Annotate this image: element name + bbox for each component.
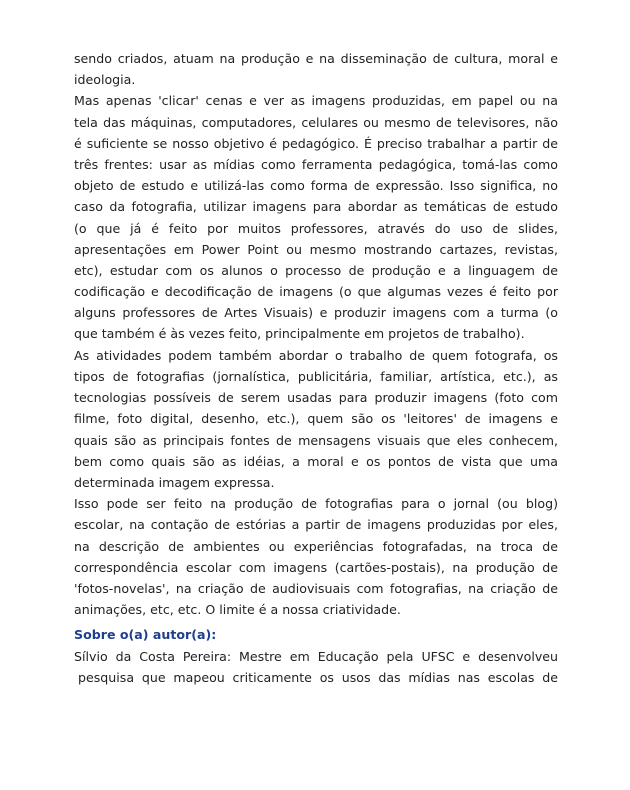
text-line: na descrição de ambientes ou experiências fotografadas, na troca de (74, 538, 558, 554)
text-line: tipos de fotografias (jornalística, publicitária, familiar, artística, etc.), as (74, 368, 558, 384)
text-line: Isso pode ser feito na produção de fotografias para o jornal (ou blog) (74, 496, 558, 512)
text-line: objeto de estudo e utilizá-las como forma de expressão. Isso significa, no (74, 178, 558, 194)
text-line: caso da fotografia, utilizar imagens para abordar as temáticas de estudo (74, 199, 558, 215)
text-line: quais são as principais fontes de mensagens visuais que eles conhecem, (74, 432, 558, 448)
text-line: bem como quais são as idéias, a moral e os pontos de vista que uma (74, 453, 558, 469)
paragraph-4 (74, 493, 558, 620)
text-line: que também é às vezes feito, principalmente em projetos de trabalho). (74, 326, 525, 342)
text-line: (o que já é feito por muitos professores, através do uso de slides, (74, 220, 558, 236)
text-line: escolar, na contação de estórias a partir de imagens produzidas por eles, (74, 517, 558, 533)
text-line: ideologia. (74, 72, 136, 88)
text-line: tela das máquinas, computadores, celulares ou mesmo de televisores, não (74, 114, 558, 130)
paragraph-3 (74, 345, 558, 493)
author-heading: Sobre o(a) autor(a): (74, 627, 217, 642)
text-line: pesquisa que mapeou criticamente os usos das mídias nas escolas de (78, 670, 558, 686)
text-line: Sílvio da Costa Pereira: Mestre em Educação pela UFSC e desenvolveu (74, 649, 558, 664)
text-line: As atividades podem também abordar o trabalho de quem fotografa, os (74, 347, 558, 363)
paragraph-2 (74, 90, 558, 344)
paragraph-1 (74, 48, 558, 90)
text-line: correspondência escolar com imagens (cartões-postais), na produção de (74, 559, 558, 575)
text-line: etc), estudar com os alunos o processo de produção e a linguagem de (74, 262, 558, 278)
text-line: animações, etc, etc. O limite é a nossa criatividade. (74, 602, 401, 618)
text-line: determinada imagem expressa. (74, 474, 275, 490)
text-line: alguns professores de Artes Visuais) e produzir imagens com a turma (o (74, 305, 558, 321)
text-line: filme, foto digital, desenho, etc.), quem são os 'leitores' de imagens e (74, 411, 558, 427)
author-bio (74, 646, 558, 688)
text-line: tecnologias possíveis de serem usadas para produzir imagens (foto com (74, 390, 558, 406)
text-line: Mas apenas 'clicar' cenas e ver as imagens produzidas, em papel ou na (74, 93, 558, 109)
text-line: sendo criados, atuam na produção e na disseminação de cultura, moral e (74, 51, 558, 66)
text-line: codificação e decodificação de imagens (o que algumas vezes é feito por (74, 284, 558, 300)
text-line: apresentações em Power Point ou mesmo mostrando cartazes, revistas, (74, 241, 558, 257)
text-line: é suficiente se nosso objetivo é pedagógico. É preciso trabalhar a partir de (74, 135, 558, 151)
text-line: 'fotos-novelas', na criação de audiovisuais com fotografias, na criação de (74, 580, 558, 596)
text-line: três frentes: usar as mídias como ferramenta pedagógica, tomá-las como (74, 156, 558, 172)
